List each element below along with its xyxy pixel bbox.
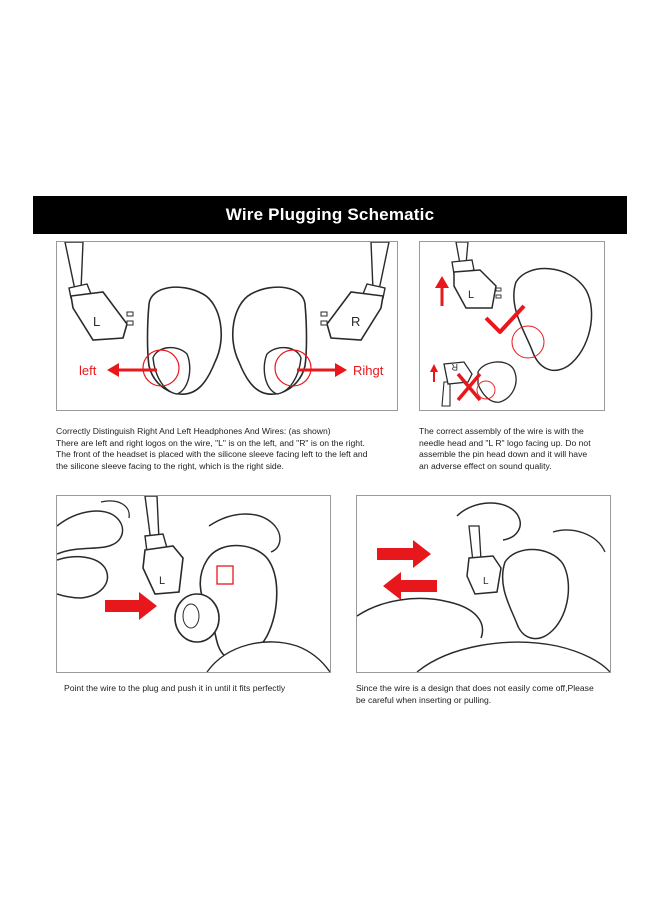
panel-careful-handling: [356, 495, 611, 673]
caption-line: assemble the pin head down and it will have: [419, 449, 588, 460]
correct-plug-housing: [454, 270, 496, 308]
correct-plug-pin-1: [496, 288, 501, 291]
title-banner: [33, 196, 627, 234]
ear-tip: [175, 594, 219, 642]
finger-upper: [57, 511, 123, 554]
insertion-plug-label: L: [159, 575, 166, 587]
left-right-illustration: [57, 242, 397, 410]
caption-correct-orientation: [419, 426, 619, 472]
finger-lower: [57, 557, 108, 598]
correct-plug-pin-2: [496, 295, 501, 298]
insert-arrow-icon: [377, 540, 431, 568]
caption-line: The front of the headset is placed with the silicone sleeve facing left to the left and: [56, 449, 368, 460]
page-title: Wire Plugging Schematic: [225, 205, 435, 224]
caption-line: Since the wire is a design that does not easily come off,Please: [356, 683, 594, 693]
handling-palm-outline: [417, 642, 610, 672]
caption-plug-insertion: [64, 683, 364, 695]
left-cable: [65, 242, 83, 290]
panel-left-right-distinction: [56, 241, 398, 411]
right-arrow-label: Rihgt: [353, 363, 384, 378]
right-earpiece-nozzle: [264, 348, 301, 394]
correct-earpiece-shell: [514, 269, 592, 371]
left-plug-label: L: [93, 314, 101, 329]
handling-hand-outline: [357, 598, 483, 638]
handling-finger-right: [553, 530, 605, 552]
caption-line: The correct assembly of the wire is with the: [419, 426, 584, 436]
caption-line: the silicone sleeve facing to the right, which is the right side.: [56, 460, 284, 471]
caption-line: an adverse effect on sound quality.: [419, 460, 552, 471]
correct-plug-label: L: [468, 289, 475, 301]
handling-plug-housing: [467, 556, 501, 594]
handling-illustration: [357, 496, 610, 672]
left-earpiece-nozzle: [153, 348, 190, 394]
left-plug-pin-2: [127, 321, 133, 325]
left-arrow-label: left: [79, 363, 97, 378]
right-cable: [371, 242, 389, 290]
right-plug-pin-2: [321, 321, 327, 325]
up-arrow-head: [435, 276, 449, 288]
wrong-plug-label: R: [451, 362, 458, 372]
handling-plug-label: L: [483, 576, 489, 587]
right-plug-label: R: [351, 314, 361, 329]
handling-finger-top: [457, 503, 520, 540]
handling-earpiece-shell: [503, 549, 569, 638]
caption-line: needle head and "L R" logo facing up. Do not: [419, 437, 591, 448]
right-arrow-head: [335, 363, 347, 377]
wrong-cable: [442, 382, 450, 406]
orientation-illustration: [420, 242, 604, 410]
left-plug-pin-1: [127, 312, 133, 316]
caption-line: be careful when inserting or pulling.: [356, 694, 492, 705]
left-arrow-head: [107, 363, 119, 377]
wrong-earpiece-shell: [478, 362, 516, 402]
earpiece-socket: [217, 566, 233, 584]
caption-line: There are left and right logos on the wire, "L" is on the left, and "R" is on the right.: [56, 437, 365, 448]
caption-line: Point the wire to the plug and push it in until it fits perfectly: [64, 683, 286, 693]
caption-careful-handling: [356, 683, 626, 706]
caption-left-right: [56, 426, 406, 472]
insertion-illustration: [57, 496, 330, 672]
push-arrow-icon: [105, 592, 157, 620]
wrong-arrow-head: [430, 364, 438, 372]
pull-arrow-icon: [383, 572, 437, 600]
right-plug-pin-1: [321, 312, 327, 316]
panel-plug-insertion: [56, 495, 331, 673]
panel-correct-orientation: [419, 241, 605, 411]
caption-line: Correctly Distinguish Right And Left Headphones And Wires: (as shown): [56, 426, 331, 436]
